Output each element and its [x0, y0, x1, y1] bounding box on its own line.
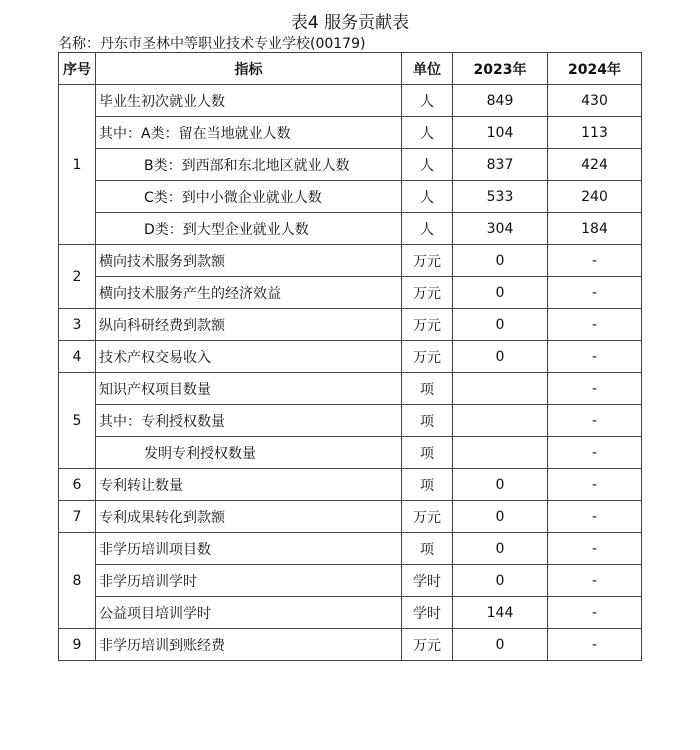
value-2024-cell: - — [548, 533, 642, 565]
unit-cell: 人 — [402, 181, 453, 213]
table-row — [59, 373, 642, 405]
value-2023-cell: 0 — [453, 565, 548, 597]
header-seq: 序号 — [59, 53, 96, 85]
table-row — [59, 117, 642, 149]
indicator-cell: 非学历培训学时 — [96, 565, 402, 597]
indicator-cell: 横向技术服务到款额 — [96, 245, 402, 277]
indicator-cell: 其中：A类：留在当地就业人数 — [96, 117, 402, 149]
indicator-cell: 公益项目培训学时 — [96, 597, 402, 629]
table-row — [59, 405, 642, 437]
indicator-cell: 专利成果转化到款额 — [96, 501, 402, 533]
unit-cell: 万元 — [402, 629, 453, 661]
service-contribution-table — [58, 52, 642, 661]
value-2024-cell: - — [548, 501, 642, 533]
value-2024-cell: 113 — [548, 117, 642, 149]
value-2024-cell: - — [548, 597, 642, 629]
header-2023: 2023年 — [453, 53, 548, 85]
unit-cell: 人 — [402, 213, 453, 245]
indicator-cell: 毕业生初次就业人数 — [96, 85, 402, 117]
value-2024-cell: 424 — [548, 149, 642, 181]
value-2024-cell: 184 — [548, 213, 642, 245]
indicator-cell: C类：到中小微企业就业人数 — [96, 181, 402, 213]
seq-cell: 3 — [59, 309, 96, 341]
indicator-cell: 其中：专利授权数量 — [96, 405, 402, 437]
unit-cell: 项 — [402, 437, 453, 469]
value-2023-cell — [453, 437, 548, 469]
value-2023-cell: 0 — [453, 629, 548, 661]
indicator-cell: 非学历培训项目数 — [96, 533, 402, 565]
value-2023-cell: 837 — [453, 149, 548, 181]
table-row — [59, 341, 642, 373]
value-2023-cell: 0 — [453, 245, 548, 277]
table-row — [59, 245, 642, 277]
value-2024-cell: - — [548, 405, 642, 437]
unit-cell: 万元 — [402, 309, 453, 341]
unit-cell: 学时 — [402, 565, 453, 597]
seq-cell: 4 — [59, 341, 96, 373]
unit-cell: 项 — [402, 533, 453, 565]
header-indicator: 指标 — [96, 53, 402, 85]
organization-name: 名称：丹东市圣林中等职业技术专业学校(00179) — [58, 36, 366, 52]
value-2023-cell: 144 — [453, 597, 548, 629]
value-2023-cell: 849 — [453, 85, 548, 117]
table-row — [59, 277, 642, 309]
page-title: 表4 服务贡献表 — [290, 13, 410, 33]
value-2023-cell — [453, 405, 548, 437]
unit-cell: 项 — [402, 405, 453, 437]
value-2023-cell: 0 — [453, 309, 548, 341]
unit-cell: 人 — [402, 117, 453, 149]
value-2023-cell: 0 — [453, 341, 548, 373]
seq-cell: 8 — [59, 533, 96, 629]
indicator-cell: 横向技术服务产生的经济效益 — [96, 277, 402, 309]
seq-cell: 2 — [59, 245, 96, 309]
header-unit: 单位 — [402, 53, 453, 85]
table-row — [59, 181, 642, 213]
table-row — [59, 565, 642, 597]
value-2023-cell: 0 — [453, 469, 548, 501]
seq-cell: 5 — [59, 373, 96, 469]
unit-cell: 项 — [402, 373, 453, 405]
value-2023-cell — [453, 373, 548, 405]
value-2024-cell: - — [548, 277, 642, 309]
unit-cell: 万元 — [402, 341, 453, 373]
unit-cell: 万元 — [402, 245, 453, 277]
value-2024-cell: 240 — [548, 181, 642, 213]
table-row — [59, 469, 642, 501]
indicator-cell: 纵向科研经费到款额 — [96, 309, 402, 341]
value-2023-cell: 0 — [453, 533, 548, 565]
seq-cell: 9 — [59, 629, 96, 661]
value-2023-cell: 533 — [453, 181, 548, 213]
value-2023-cell: 0 — [453, 501, 548, 533]
indicator-cell: B类：到西部和东北地区就业人数 — [96, 149, 402, 181]
unit-cell: 人 — [402, 149, 453, 181]
value-2023-cell: 304 — [453, 213, 548, 245]
table-row — [59, 85, 642, 117]
unit-cell: 万元 — [402, 277, 453, 309]
seq-cell: 7 — [59, 501, 96, 533]
unit-cell: 学时 — [402, 597, 453, 629]
value-2024-cell: - — [548, 341, 642, 373]
value-2024-cell: - — [548, 629, 642, 661]
value-2024-cell: - — [548, 309, 642, 341]
unit-cell: 人 — [402, 85, 453, 117]
value-2024-cell: - — [548, 437, 642, 469]
value-2024-cell: - — [548, 565, 642, 597]
unit-cell: 项 — [402, 469, 453, 501]
value-2024-cell: - — [548, 373, 642, 405]
value-2024-cell: 430 — [548, 85, 642, 117]
value-2023-cell: 0 — [453, 277, 548, 309]
value-2024-cell: - — [548, 469, 642, 501]
header-2024: 2024年 — [548, 53, 642, 85]
table-row — [59, 597, 642, 629]
table-row — [59, 501, 642, 533]
table-row — [59, 629, 642, 661]
indicator-cell: 知识产权项目数量 — [96, 373, 402, 405]
seq-cell: 6 — [59, 469, 96, 501]
table-row — [59, 533, 642, 565]
value-2023-cell: 104 — [453, 117, 548, 149]
indicator-cell: 专利转让数量 — [96, 469, 402, 501]
table-row — [59, 437, 642, 469]
unit-cell: 万元 — [402, 501, 453, 533]
indicator-cell: 技术产权交易收入 — [96, 341, 402, 373]
value-2024-cell: - — [548, 245, 642, 277]
indicator-cell: D类：到大型企业就业人数 — [96, 213, 402, 245]
table-row — [59, 309, 642, 341]
seq-cell: 1 — [59, 85, 96, 245]
table-row — [59, 213, 642, 245]
table-header-row — [59, 53, 642, 85]
indicator-cell: 非学历培训到账经费 — [96, 629, 402, 661]
table-row — [59, 149, 642, 181]
indicator-cell: 发明专利授权数量 — [96, 437, 402, 469]
